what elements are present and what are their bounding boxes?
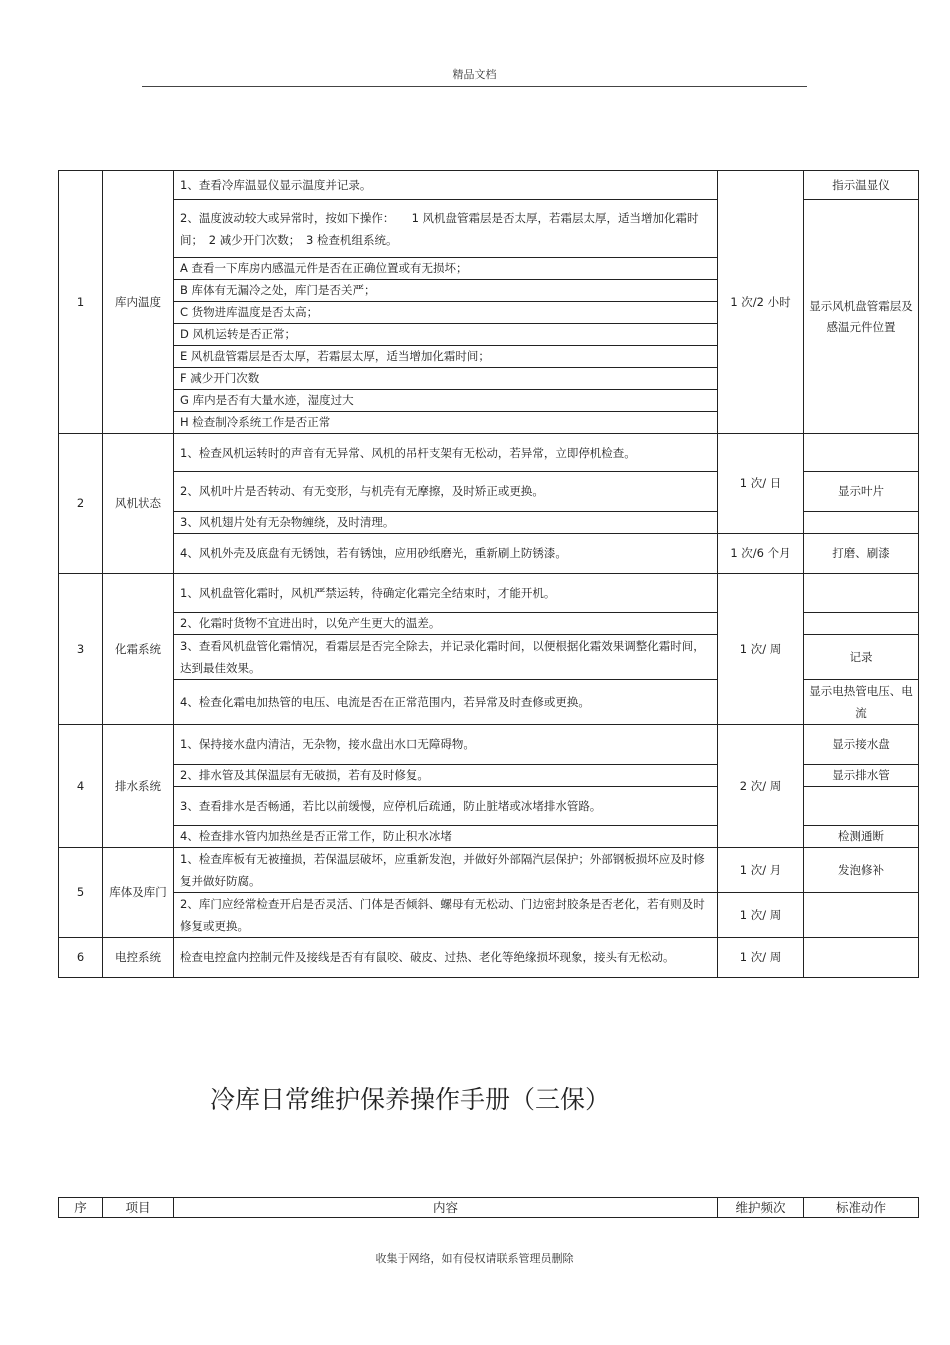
item-name: 化霜系统 xyxy=(103,574,174,725)
action-cell xyxy=(804,613,919,635)
content-cell: E 风机盘管霜层是否太厚，若霜层太厚，适当增加化霜时间； xyxy=(174,346,718,368)
content-cell: 1、风机盘管化霜时，风机严禁运转，待确定化霜完全结束时，才能开机。 xyxy=(174,574,718,613)
content-cell: 3、查看风机盘管化霜情况，看霜层是否完全除去，并记录化霜时间，以便根据化霜效果调整化霜时间，达到最佳效果。 xyxy=(174,635,718,680)
action-cell xyxy=(804,893,919,938)
row-number: 6 xyxy=(59,938,103,978)
frequency-cell: 2 次/ 周 xyxy=(718,725,804,848)
action-cell: 检测通断 xyxy=(804,826,919,848)
row-number: 2 xyxy=(59,434,103,574)
maintenance-table xyxy=(58,170,919,978)
content-cell: 1、检查库板有无被撞损，若保温层破坏，应重新发泡，并做好外部隔汽层保护；外部钢板损坏应及时修复并做好防腐。 xyxy=(174,848,718,893)
content-cell: 检查电控盒内控制元件及接线是否有有鼠咬、破皮、过热、老化等绝缘损坏现象，接头有无松动。 xyxy=(174,938,718,978)
action-cell xyxy=(804,938,919,978)
header-rule xyxy=(142,86,807,87)
frequency-cell: 1 次/ 周 xyxy=(718,574,804,725)
action-cell xyxy=(804,574,919,613)
content-cell: 2、库门应经常检查开启是否灵活、门体是否倾斜、螺母有无松动、门边密封胶条是否老化，若有则及时修复或更换。 xyxy=(174,893,718,938)
action-cell xyxy=(804,434,919,472)
action-cell: 发泡修补 xyxy=(804,848,919,893)
frequency-cell: 1 次/ 日 xyxy=(718,434,804,534)
content-cell: 2、排水管及其保温层有无破损，若有及时修复。 xyxy=(174,765,718,787)
table-row xyxy=(59,171,919,200)
action-cell: 显示风机盘管霜层及感温元件位置 xyxy=(804,200,919,434)
header-item: 项目 xyxy=(103,1198,174,1218)
content-cell: H 检查制冷系统工作是否正常 xyxy=(174,412,718,434)
page-header: 精品文档 xyxy=(452,68,497,81)
frequency-cell: 1 次/6 个月 xyxy=(718,534,804,574)
header-no: 序 xyxy=(59,1198,103,1218)
item-name: 电控系统 xyxy=(103,938,174,978)
row-number: 3 xyxy=(59,574,103,725)
manual-title: 冷库日常维护保养操作手册（三保） xyxy=(209,1085,610,1114)
action-cell xyxy=(804,512,919,534)
table-row xyxy=(59,574,919,613)
content-cell: C 货物进库温度是否太高； xyxy=(174,302,718,324)
content-cell: 3、风机翅片处有无杂物缠绕，及时清理。 xyxy=(174,512,718,534)
content-cell: 3、查看排水是否畅通，若比以前缓慢，应停机后疏通，防止脏堵或冰堵排水管路。 xyxy=(174,787,718,826)
content-cell: 1、查看冷库温显仪显示温度并记录。 xyxy=(174,171,718,200)
row-number: 5 xyxy=(59,848,103,938)
content-cell: D 风机运转是否正常； xyxy=(174,324,718,346)
action-cell: 显示叶片 xyxy=(804,472,919,512)
content-cell: F 减少开门次数 xyxy=(174,368,718,390)
content-cell: 2、风机叶片是否转动、有无变形，与机壳有无摩擦，及时矫正或更换。 xyxy=(174,472,718,512)
table-row xyxy=(59,893,919,938)
content-cell: 2、化霜时货物不宜进出时，以免产生更大的温差。 xyxy=(174,613,718,635)
content-cell: 4、检查化霜电加热管的电压、电流是否在正常范围内，若异常及时查修或更换。 xyxy=(174,680,718,725)
action-cell: 指示温显仪 xyxy=(804,171,919,200)
action-cell: 显示电热管电压、电流 xyxy=(804,680,919,725)
table-row xyxy=(59,848,919,893)
table-row xyxy=(59,534,919,574)
frequency-cell: 1 次/ 周 xyxy=(718,893,804,938)
content-cell: B 库体有无漏冷之处，库门是否关严； xyxy=(174,280,718,302)
header-content: 内容 xyxy=(174,1198,718,1218)
content-cell: 4、检查排水管内加热丝是否正常工作，防止积水冰堵 xyxy=(174,826,718,848)
frequency-cell: 1 次/ 周 xyxy=(718,938,804,978)
header-action: 标准动作 xyxy=(804,1198,919,1218)
action-cell: 显示排水管 xyxy=(804,765,919,787)
content-cell: 1、保持接水盘内清洁，无杂物，接水盘出水口无障碍物。 xyxy=(174,725,718,765)
item-name: 库内温度 xyxy=(103,171,174,434)
table-row xyxy=(59,938,919,978)
content-cell: 4、风机外壳及底盘有无锈蚀，若有锈蚀，应用砂纸磨光，重新刷上防锈漆。 xyxy=(174,534,718,574)
row-number: 4 xyxy=(59,725,103,848)
action-cell: 打磨、刷漆 xyxy=(804,534,919,574)
table-header-row xyxy=(58,1197,919,1218)
frequency-cell: 1 次/2 小时 xyxy=(718,171,804,434)
item-name: 风机状态 xyxy=(103,434,174,574)
table-row xyxy=(59,725,919,765)
table-row xyxy=(59,434,919,472)
header-frequency: 维护频次 xyxy=(718,1198,804,1218)
item-name: 排水系统 xyxy=(103,725,174,848)
frequency-cell: 1 次/ 月 xyxy=(718,848,804,893)
row-number: 1 xyxy=(59,171,103,434)
page-footer: 收集于网络，如有侵权请联系管理员删除 xyxy=(375,1252,574,1265)
content-cell: A 查看一下库房内感温元件是否在正确位置或有无损坏； xyxy=(174,258,718,280)
action-cell: 记录 xyxy=(804,635,919,680)
content-cell: 1、检查风机运转时的声音有无异常、风机的吊杆支架有无松动，若异常，立即停机检查。 xyxy=(174,434,718,472)
content-cell: G 库内是否有大量水迹，湿度过大 xyxy=(174,390,718,412)
action-cell xyxy=(804,787,919,826)
item-name: 库体及库门 xyxy=(103,848,174,938)
action-cell: 显示接水盘 xyxy=(804,725,919,765)
content-cell: 2、温度波动较大或异常时，按如下操作： 1 风机盘管霜层是否太厚，若霜层太厚，适当增加化霜时间； 2 减少开门次数； 3 检查机组系统。 xyxy=(174,200,718,258)
